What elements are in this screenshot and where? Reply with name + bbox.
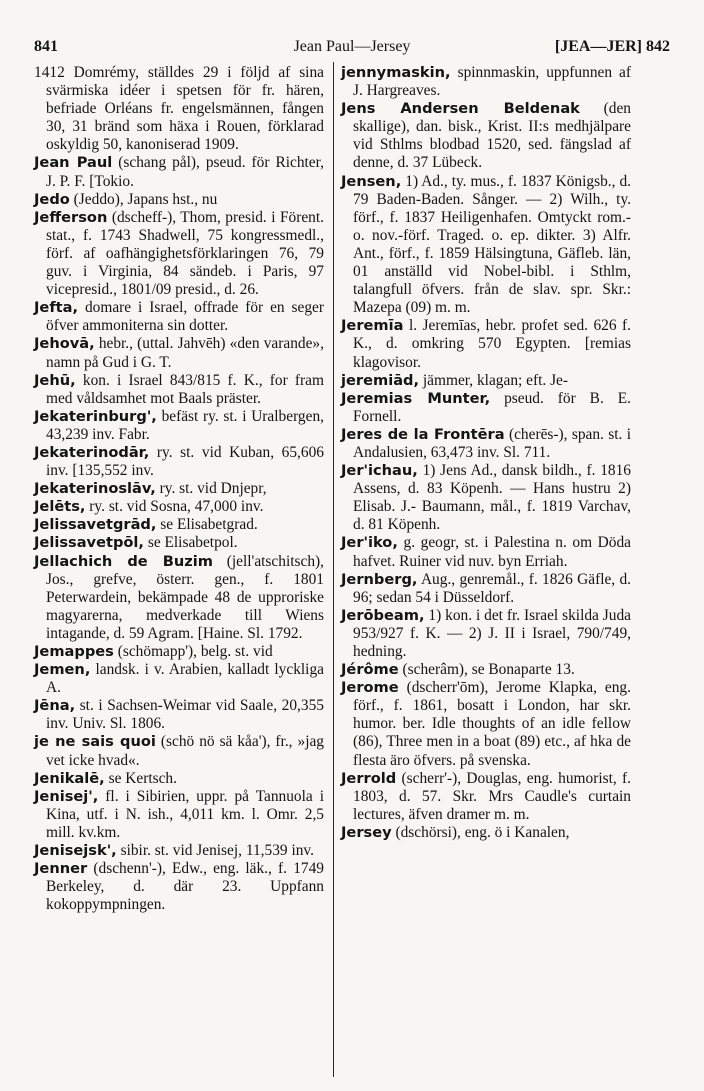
entry-definition: 1) Ad., ty. mus., f. 1837 Königsb., d. 79 Baden-Baden. Sånger. — 2) Wilh., ty. förf., f. 1837 Heiligenhafen. Omtyckt rom.- o. nov.-förf. Traged. o. ep. dikter. 3) Alfr. Ant., förf., f. 1859 Hälsingtuna, Gäfleb. län, 01 anställd vid Nobel-bibl. i Sthlm, talangfull öfvers. från de slav. spr. Skr.: Mazepa (09) m. m. <box>353 172 631 317</box>
dictionary-entry <box>34 498 324 516</box>
entry-headword: Jernberg, <box>341 570 418 588</box>
entry-definition: befäst ry. st. i Uralbergen, 43,239 inv. Fabr. <box>46 407 324 443</box>
page-number-right: 842 <box>646 38 670 55</box>
dictionary-entry <box>341 100 631 172</box>
dictionary-entry <box>341 607 631 661</box>
entry-definition: (scherâm), se Bonaparte 13. <box>402 661 575 679</box>
dictionary-entry <box>341 661 631 679</box>
entry-definition: fl. i Sibirien, uppr. på Tannuola i Kina, utf. i N. ish., 4,011 km. l. Omr. 2,5 mill. kv.km. <box>46 787 324 841</box>
dictionary-entry <box>34 154 324 190</box>
entry-headword: Jemappes <box>34 643 114 660</box>
entry-definition: (Jeddo), Japans hst., nu <box>73 190 218 208</box>
entry-definition: (schö nö sä kåa'), fr., »jag vet icke hvad«. <box>46 733 324 769</box>
entry-definition: landsk. i v. Arabien, kalladt lyckliga A. <box>46 661 324 697</box>
dictionary-entry <box>34 408 324 444</box>
dictionary-entry <box>341 824 631 842</box>
running-title: Jean Paul—Jersey <box>293 38 411 55</box>
dictionary-entry <box>34 516 324 534</box>
entry-headword: Jeremīa <box>341 317 404 335</box>
entry-definition: ry. st. vid Kuban, 65,606 inv. [135,552 inv. <box>46 443 324 480</box>
right-column <box>341 64 631 842</box>
dictionary-entry <box>34 534 324 552</box>
column-divider <box>333 62 334 1077</box>
dictionary-entry <box>341 462 631 534</box>
dictionary-entry <box>34 191 324 209</box>
entry-headword: Jérôme <box>341 661 399 679</box>
entry-headword: Jersey <box>341 823 392 841</box>
dictionary-entry <box>34 842 324 860</box>
entry-headword: Jeres de la Frontēra <box>341 425 505 443</box>
dictionary-entry <box>341 534 631 570</box>
entry-headword: Jellachich de Buzim <box>34 552 213 570</box>
entry-headword: jeremiād, <box>341 371 420 389</box>
dictionary-entry <box>34 299 324 335</box>
entry-headword: Jelissavetpōl, <box>34 534 144 552</box>
entry-definition: (jell'atschitsch), Jos., grefve, österr. gen., f. 1801 Peterwardein, bekämpade 48 de upproriske magyarerna, medverkade till Wiens intagande, d. 59 Agram. [Haine. Sl. 1792. <box>46 552 324 642</box>
entry-definition: ry. st. vid Sosna, 47,000 inv. <box>89 498 264 516</box>
dictionary-entry <box>34 372 324 408</box>
entry-definition: spinnmaskin, uppfunnen af J. Hargreaves. <box>353 64 631 100</box>
entry-definition: (schang pål), pseud. för Richter, J. P. F. [Tokio. <box>46 154 324 190</box>
entry-definition: Aug., genremål., f. 1826 Gäfle, d. 96; sedan 54 i Düsseldorf. <box>353 570 632 606</box>
dictionary-entry <box>341 317 631 371</box>
entry-headword: Jenisejsk', <box>34 842 117 860</box>
dictionary-entry <box>34 480 324 498</box>
dictionary-entry <box>34 733 324 769</box>
entry-headword: Jehovā, <box>34 335 95 353</box>
dictionary-entry <box>34 209 324 299</box>
entry-definition: (dschörsi), eng. ö i Kanalen, <box>395 823 570 841</box>
page-range-right <box>555 38 670 56</box>
entry-definition: (den skallige), dan. bisk., Krist. II:s medhjälpare vid Sthlms blodbad 1520, sed. fängslad af denne, d. 37 Lübeck. <box>353 100 631 172</box>
entry-definition: 1) kon. i det fr. Israel skilda Juda 953/927 f. K. — 2) J. II i Israel, 790/749, hedning. <box>353 606 631 660</box>
entry-headword: Jefta, <box>34 299 79 317</box>
entry-headword: Jerōbeam, <box>341 606 425 624</box>
page-number-left: 841 <box>34 38 58 55</box>
entry-headword: Jehū, <box>34 371 76 389</box>
entry-definition: (schömapp'), belg. st. vid <box>117 643 273 660</box>
entry-definition: jämmer, klagan; eft. Je- <box>422 371 569 389</box>
entry-headword: Jer'iko, <box>341 534 398 552</box>
entry-headword: Jefferson <box>34 208 108 226</box>
entry-definition: domare i Israel, offrade för en seger öfver ammoniterna sin dotter. <box>46 299 324 335</box>
entry-headword: Jedo <box>34 190 70 208</box>
dictionary-entry <box>34 444 324 480</box>
dictionary-entry <box>34 697 324 733</box>
entry-headword: Jeremias Munter, <box>341 389 491 407</box>
entry-definition: ry. st. vid Dnjepr, <box>159 480 267 498</box>
entry-definition: se Kertsch. <box>108 769 177 787</box>
entry-headword: jennymaskin, <box>341 64 451 81</box>
entry-headword: Jekaterinburg', <box>34 407 157 425</box>
entry-definition: 1) Jens Ad., dansk bildh., f. 1816 Assens, d. 83 Köpenh. — Hans hustru 2) Elisab. J.- Baumann, mål., f. 1819 Varchav, d. 81 Köpenh. <box>353 462 631 534</box>
entry-headword: Jensen, <box>341 172 402 190</box>
dictionary-entry <box>341 770 631 824</box>
entry-headword: Jemen, <box>34 661 91 679</box>
entry-definition: pseud. för B. E. Fornell. <box>353 389 631 425</box>
entry-headword: Jelissavetgrād, <box>34 516 157 534</box>
entry-headword: Jerome <box>341 679 399 697</box>
entry-definition: (dscheff-), Thom, presid. i Förent. stat., f. 1743 Shadwell, 75 kongressmedl., förf. af oafhängighetsförklaringen 76, 79 guv. i Virginia, 84 sändeb. i Paris, 97 vicepresid., 1801/09 presid., d. 26. <box>46 208 324 299</box>
dictionary-entry <box>34 335 324 371</box>
dictionary-entry <box>34 788 324 842</box>
entry-definition: se Elisabetpol. <box>147 534 238 552</box>
entry-definition: se Elisabetgrad. <box>160 516 258 534</box>
entry-definition: l. Jeremīas, hebr. profet sed. 626 f. K., d. omkring 570 Egypten. [remias klagovisor. <box>353 317 631 371</box>
dictionary-entry <box>34 553 324 643</box>
dictionary-entry <box>34 643 324 661</box>
entry-headword: Jekaterinodār, <box>34 443 150 461</box>
entry-definition: g. geogr, st. i Palestina n. om Döda hafvet. Ruiner vid nuv. byn Erriah. <box>353 534 631 570</box>
dictionary-entry <box>341 571 631 607</box>
entry-headword: Jenisej', <box>34 787 99 805</box>
entry-headword: Jenikalē, <box>34 769 105 787</box>
entry-headword: Jenner <box>34 860 88 878</box>
entry-definition: st. i Sachsen-Weimar vid Saale, 20,355 inv. Univ. Sl. 1806. <box>46 697 324 733</box>
entry-headword: Jer'ichau, <box>341 462 418 480</box>
entry-definition: (cherēs-), span. st. i Andalusien, 63,473 inv. Sl. 711. <box>353 425 631 461</box>
entry-headword: Jerrold <box>341 769 397 787</box>
entry-definition: sibir. st. vid Jenisej, 11,539 inv. <box>120 842 314 860</box>
entry-headword: Jean Paul <box>34 154 113 172</box>
entry-definition: (dschenn'-), Edw., eng. läk., f. 1749 Berkeley, d. där 23. Uppfann kokoppympningen. <box>46 860 324 914</box>
entry-headword: Jelēts, <box>34 498 86 516</box>
entry-definition: hebr., (uttal. Jahvēh) «den varande», namn på Gud i G. T. <box>46 335 324 371</box>
dictionary-entry <box>341 372 631 390</box>
dictionary-entry <box>341 679 631 769</box>
dictionary-entry <box>34 860 324 914</box>
dictionary-entry <box>34 64 324 154</box>
entry-definition: (dscherr'ōm), Jerome Klapka, eng. förf., f. 1861, bosatt i London, har skr. humor. ber. Idle thoughts of an idle fellow (86), Three men in a boat (89) etc., af hka de flesta äro öfvers. på svenska. <box>353 679 631 769</box>
entry-definition: (scherr'-), Douglas, eng. humorist, f. 1803, d. 57. Skr. Mrs Caudle's curtain lectures, äfven dramer m. m. <box>353 769 631 823</box>
dictionary-entry <box>341 390 631 426</box>
entry-range: [JEA—JER] <box>554 38 642 55</box>
entry-headword: je ne sais quoi <box>34 733 156 751</box>
left-column <box>34 64 324 914</box>
entry-headword: Jēna, <box>34 697 76 715</box>
dictionary-entry <box>341 173 631 318</box>
dictionary-entry <box>34 661 324 697</box>
dictionary-entry <box>341 426 631 462</box>
entry-definition: kon. i Israel 843/815 f. K., for fram med våldsamhet mot Baals präster. <box>46 371 324 407</box>
dictionary-entry <box>34 770 324 788</box>
entry-headword: Jekaterinoslāv, <box>34 480 156 498</box>
dictionary-entry <box>341 64 631 100</box>
entry-headword: Jens Andersen Beldenak <box>341 100 580 118</box>
page-header <box>34 36 670 58</box>
entry-definition: 1412 Domrémy, ställdes 29 i följd af sina svärmiska idéer i spetsen för fr. hären, befriade Orléans fr. engelsmännen, fången 30, 31 bränd som häxa i Rouen, förklarad oskyldig 50, kanoniserad 1909. <box>34 64 324 154</box>
